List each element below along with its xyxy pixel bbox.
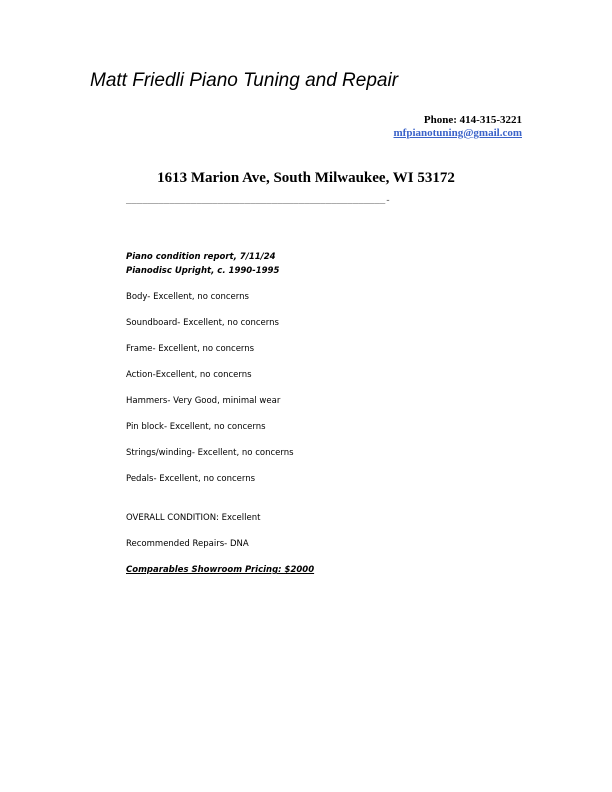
piano-model: Pianodisc Upright, c. 1990-1995 [126,266,280,276]
report-item-body: Body- Excellent, no concerns [126,292,249,302]
recommended-repairs: Recommended Repairs- DNA [126,539,249,549]
report-item-soundboard: Soundboard- Excellent, no concerns [126,318,279,328]
report-item-pin-block: Pin block- Excellent, no concerns [126,422,266,432]
report-item-strings: Strings/winding- Excellent, no concerns [126,448,294,458]
email-link[interactable]: mfpianotuning@gmail.com [393,127,522,139]
report-item-frame: Frame- Excellent, no concerns [126,344,255,354]
report-item-hammers: Hammers- Very Good, minimal wear [126,396,281,406]
report-item-action: Action-Excellent, no concerns [126,370,252,380]
showroom-pricing: Comparables Showroom Pricing: $2000 [126,565,315,575]
overall-condition: OVERALL CONDITION: Excellent [126,513,261,523]
business-name: Matt Friedli Piano Tuning and Repair [90,70,399,91]
address-line: 1613 Marion Ave, South Milwaukee, WI 53172 [157,170,455,186]
condition-report [126,250,314,577]
divider-line: ________________________________________________- [126,196,391,206]
phone-number: Phone: 414-315-3221 [423,114,522,126]
report-item-pedals: Pedals- Excellent, no concerns [126,474,256,484]
contact-block [394,114,523,140]
report-title: Piano condition report, 7/11/24 [126,252,276,262]
